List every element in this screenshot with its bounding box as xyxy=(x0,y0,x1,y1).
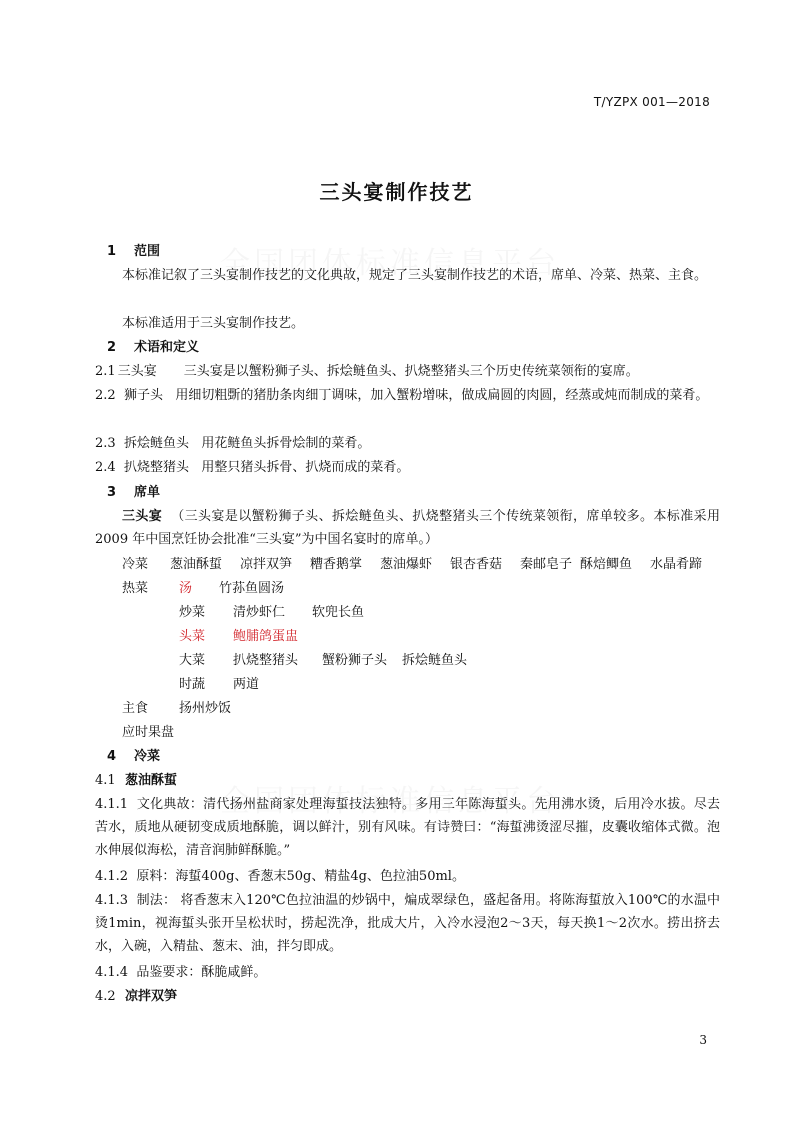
menu-row-fruit: 应时果盘 xyxy=(122,725,175,740)
subsection-heading-4-1: 4.1 葱油酥蜇 xyxy=(95,773,178,788)
clause-4-1-3: 4.1.3 制法： 将香葱末入120℃色拉油温的炒锅中，煸成翠绿色，盛起备用。将陈海蜇放入100℃的水温中烫1min，视海蜇头张开呈松状时，捞起洗净，批成大片，入冷水浸泡2～3天，每天换1～2次水。捞出挤去水，入碗，入精盐、葱末、油，拌匀即成。 xyxy=(95,893,720,954)
clause-4-1-1: 4.1.1 文化典故：清代扬州盐商家处理海蜇技法独特。多用三年陈海蜇头。先用沸水烫，后用冷水拔。尽去苦水，质地从硬韧变成质地酥脆，调以鲜汁，别有风味。有诗赞曰：“海蜇沸烫涩尽摧，皮囊收缩体式微。泡水伸展似海松，清音润肺鲜酥脆。” xyxy=(95,797,720,858)
page-title: 三头宴制作技艺 xyxy=(319,180,474,204)
term-definition: 2.2 狮子头 用细切粗斲的猪肋条肉细丁调味，加入蟹粉增味，做成扁圆的肉圆，经蒸或炖而制成的菜肴。 xyxy=(95,388,709,403)
clause-4-1-4: 4.1.4 品鉴要求：酥脆咸鲜。 xyxy=(95,965,267,980)
menu-row-staple: 主食 扬州炒饭 xyxy=(122,701,232,716)
document-code: T/YZPX 001—2018 xyxy=(593,95,710,109)
paragraph: 本标准记叙了三头宴制作技艺的文化典故，规定了三头宴制作技艺的术语，席单、冷菜、热菜、主食。 xyxy=(122,268,708,283)
menu-row-vegetables: 时蔬 两道 xyxy=(179,677,260,692)
menu-intro: 三头宴 （三头宴是以蟹粉狮子头、拆烩鲢鱼头、扒烧整猪头三个传统菜领衔，席单较多。本标准采用 2009 年中国烹饪协会批准“三头宴”为中国名宴时的席单。） xyxy=(95,509,720,547)
menu-row-stirfry: 炒菜 清炒虾仁 软兜长鱼 xyxy=(179,605,365,620)
section-heading-1: 1 范围 xyxy=(107,244,161,259)
term-definition: 2.3 拆烩鲢鱼头 用花鲢鱼头拆骨烩制的菜肴。 xyxy=(95,436,371,451)
menu-row-head-dish: 头菜 鲍脯鸽蛋盅 xyxy=(179,629,299,644)
section-heading-2: 2 术语和定义 xyxy=(107,340,200,355)
term-definition: 2.1 三头宴 三头宴是以蟹粉狮子头、拆烩鲢鱼头、扒烧整猪头三个历史传统菜领衔的宴席。 xyxy=(95,364,639,379)
paragraph: 本标准适用于三头宴制作技艺。 xyxy=(122,316,305,331)
menu-row-cold: 冷菜 葱油酥蜇 凉拌双笋 糟香鹅掌 葱油爆虾 银杏香菇 秦邮皂子 酥焙鲫鱼 水晶肴蹄 xyxy=(122,557,703,572)
term-definition: 2.4 扒烧整猪头 用整只猪头拆骨、扒烧而成的菜肴。 xyxy=(95,460,410,475)
section-heading-3: 3 席单 xyxy=(107,485,161,500)
page-number: 3 xyxy=(699,1033,707,1047)
section-heading-4: 4 冷菜 xyxy=(107,749,161,764)
subsection-heading-4-2: 4.2 凉拌双笋 xyxy=(95,989,178,1004)
menu-row-big-dishes: 大菜 扒烧整猪头 蟹粉狮子头 拆烩鲢鱼头 xyxy=(179,653,468,668)
menu-row-hot-soup: 热菜 汤 竹荪鱼圆汤 xyxy=(122,581,285,596)
clause-4-1-2: 4.1.2 原料：海蜇400g、香葱末50g、精盐4g、色拉油50ml。 xyxy=(95,869,465,884)
